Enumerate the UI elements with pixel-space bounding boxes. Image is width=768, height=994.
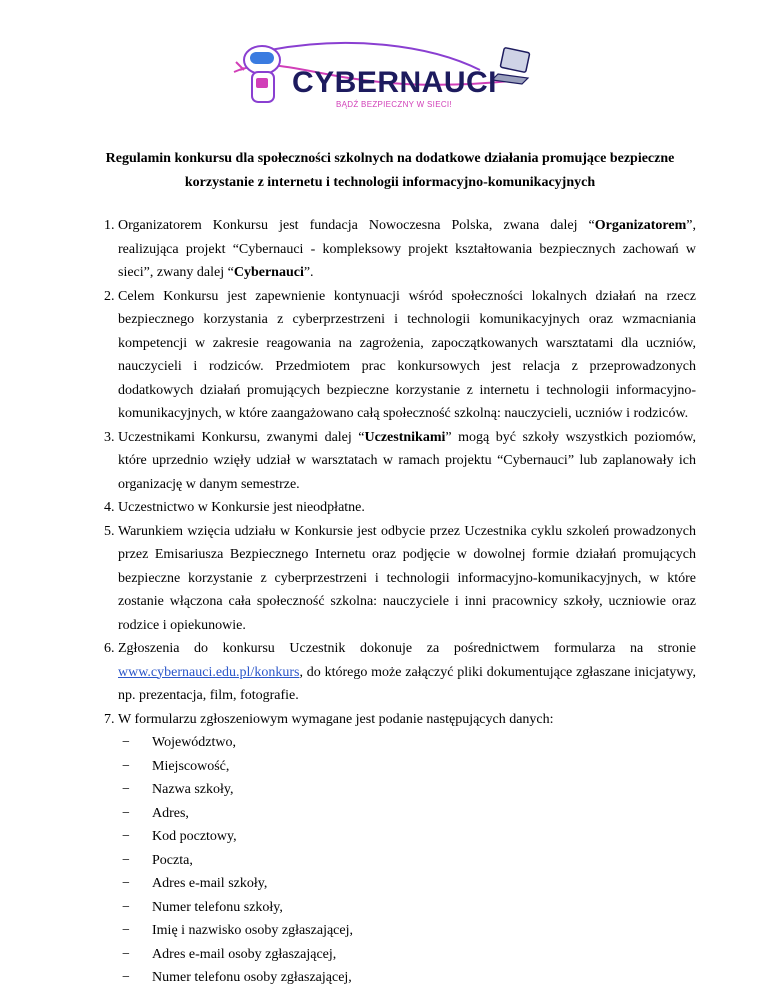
rule-6-text-a: Zgłoszenia do konkursu Uczestnik dokonuje za pośrednictwem formularza na stronie xyxy=(118,641,696,656)
list-item: − Numer telefonu szkoły, xyxy=(122,899,283,915)
rule-3-term-participants: Uczestnikami xyxy=(364,429,446,445)
rule-7-text: W formularzu zgłoszeniowym wymagane jest podanie następujących danych: xyxy=(118,711,554,727)
rule-2: 2. Celem Konkursu jest zapewnienie kontynuacji wśród społeczności lokalnych działań na rzecz bezpiecznego korzystania z cyberprzestrzeni i technologii komunikacyjnych oraz wzmacniania kompetencji w zakresie reagowania na zagrożenia, zapoczątkowanych warsztatami dla uczniów, nauczycieli i rodziców. Przedmiotem prac konkursowych jest relacja z przeprowadzonych dodatkowych działań promujących bezpieczne korzystanie z internetu i technologii informacyjno-komunikacyjnych, w które zaangażowano całą społeczność szkolną: nauczycieli, uczniów i rodziców. xyxy=(118,285,696,426)
rule-1-text-c: ”, realizująca projekt “Cybernauci - kompleksowy projekt kształtowania bezpiecznych zachowań w sieci”, zwany dalej “ xyxy=(118,218,696,280)
required-fields-list xyxy=(118,731,696,990)
cybernauci-logo xyxy=(230,40,540,118)
list-item: − Poczta, xyxy=(122,852,193,868)
rule-3-text-c: ” mogą być szkoły wszystkich poziomów, które uprzednio wzięły udział w warsztatach w ramach projektu “Cybernauci” lub zaplanowały ich organizację w danym semestrze. xyxy=(118,429,696,492)
logo-wordmark: CYBERNAUCI xyxy=(292,66,498,99)
list-item: − Adres, xyxy=(122,805,189,821)
rule-4: 4. Uczestnictwo w Konkursie jest nieodpłatne. xyxy=(118,496,696,520)
rule-7 xyxy=(118,708,696,990)
list-item: − Adres e-mail szkoły, xyxy=(122,876,268,891)
list-item: − Imię i nazwisko osoby zgłaszającej, xyxy=(122,923,353,938)
rule-1-text-a: Organizatorem Konkursu jest fundacja Nowoczesna Polska, zwana dalej “ xyxy=(118,218,595,233)
contest-form-link[interactable]: www.cybernauci.edu.pl/konkurs xyxy=(118,664,300,680)
rule-6-text-c: , do którego może załączyć pliki dokumentujące zgłaszane inicjatywy, np. prezentacja, film, fotografie. xyxy=(118,664,696,703)
astronaut-icon xyxy=(234,46,280,102)
title-line-1: Regulamin konkursu dla społeczności szkolnych na dodatkowe działania promujące bezpieczne xyxy=(105,151,675,166)
list-item: − Kod pocztowy, xyxy=(122,829,237,844)
rule-1 xyxy=(118,214,696,285)
rules-body xyxy=(96,214,696,990)
list-item: − Miejscowość, xyxy=(122,758,230,774)
rule-3-text-a: Uczestnikami Konkursu, zwanymi dalej “ xyxy=(118,429,365,445)
list-item: − Województwo, xyxy=(122,735,237,750)
rule-6 xyxy=(118,637,696,708)
rule-3 xyxy=(118,426,696,497)
laptop-icon xyxy=(492,48,530,84)
rule-1-term-organizer: Organizatorem xyxy=(594,218,687,233)
rule-1-term-cybernauci: Cybernauci xyxy=(233,265,304,280)
logo-tagline: BĄDŹ BEZPIECZNY W SIECI! xyxy=(336,100,452,109)
document-title xyxy=(80,147,700,195)
title-line-2: korzystanie z internetu i technologii informacyjno-komunikacyjnych xyxy=(184,175,596,190)
rule-5: 5. Warunkiem wzięcia udziału w Konkursie jest odbycie przez Uczestnika cyklu szkoleń prowadzonych przez Emisariusza Bezpiecznego Internetu oraz podjęcie w dowolnej formie działań promujących bezpieczne korzystanie z cyberprzestrzeni i technologii informacyjno-komunikacyjnych, w które zostanie włączona cała społeczność szkolna: nauczyciele i inni pracownicy szkoły, uczniowie oraz rodzice i opiekunowie. xyxy=(118,520,696,638)
list-item: − Numer telefonu osoby zgłaszającej, xyxy=(122,970,352,985)
rule-1-text-e: ”. xyxy=(303,265,314,280)
list-item: − Adres e-mail osoby zgłaszającej, xyxy=(122,946,337,962)
list-item: − Nazwa szkoły, xyxy=(122,782,234,797)
rules-list xyxy=(96,214,696,990)
